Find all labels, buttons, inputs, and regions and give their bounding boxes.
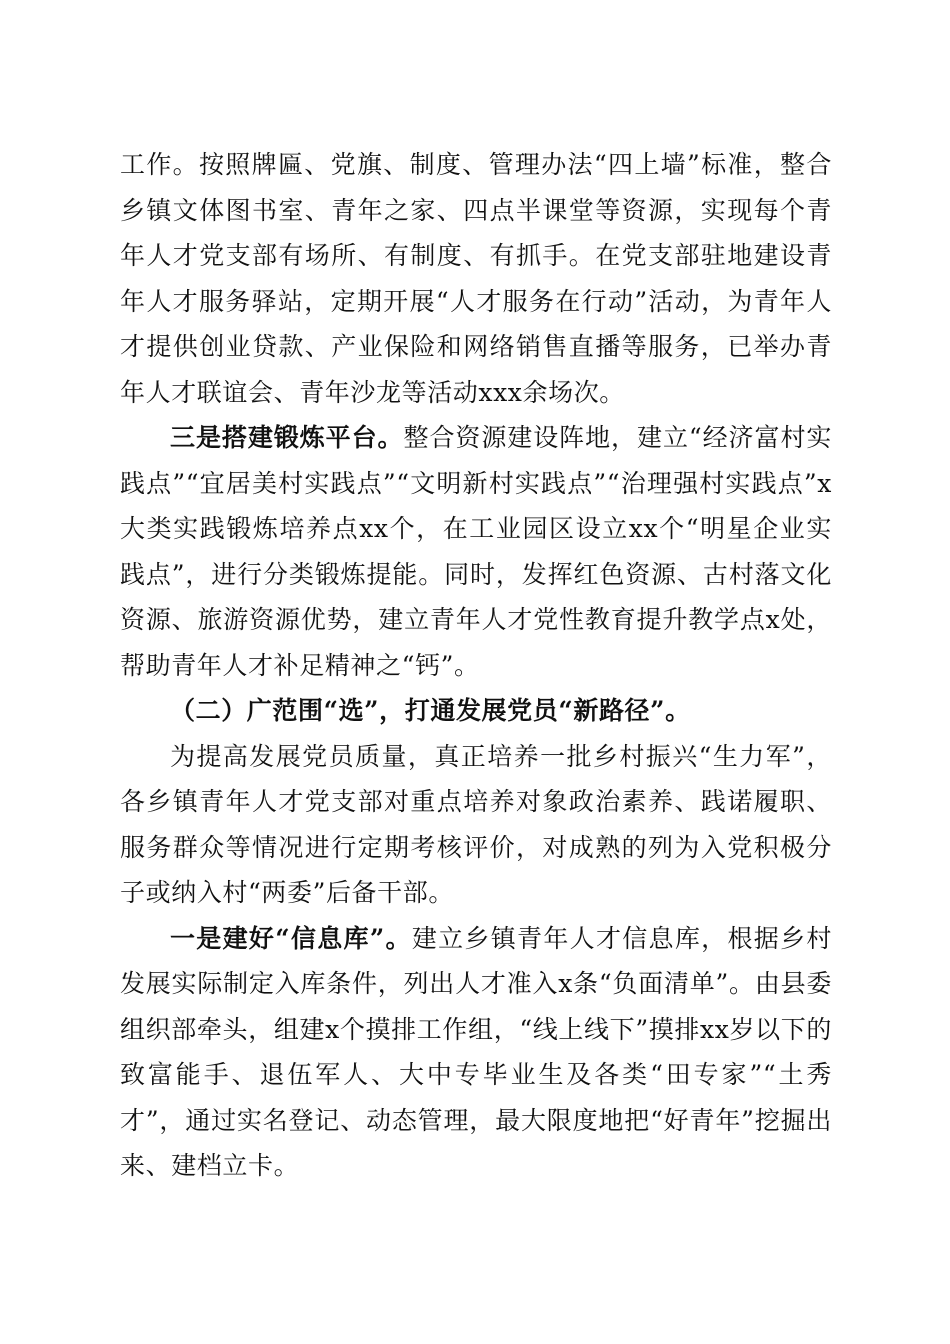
- section-heading: [120, 688, 832, 734]
- paragraph-lead: 一是建好“信息库”。: [170, 923, 412, 953]
- paragraph-text: 整合资源建设阵地，建立“经济富村实践点”“宜居美村实践点”“文明新村实践点”“治理强村实践点”x大类实践锻炼培养点xx个，在工业园区设立xx个“明星企业实践点”，进行分类锻炼提能。同时，发挥红色资源、古村落文化资源、旅游资源优势，建立青年人才党性教育提升教学点x处，帮助青年人才补足精神之“钙”。: [120, 423, 832, 680]
- paragraph-text: 工作。按照牌匾、党旗、制度、管理办法“四上墙”标准，整合乡镇文体图书室、青年之家、四点半课堂等资源，实现每个青年人才党支部有场所、有制度、有抓手。在党支部驻地建设青年人才服务驿站，定期开展“人才服务在行动”活动，为青年人才提供创业贷款、产业保险和网络销售直播等服务，已举办青年人才联谊会、青年沙龙等活动xxx余场次。: [120, 150, 832, 407]
- paragraph-platform: [120, 415, 832, 688]
- paragraph-database: [120, 916, 832, 1189]
- paragraph-lead: 三是搭建锻炼平台。: [170, 423, 404, 452]
- paragraph-text: 建立乡镇青年人才信息库，根据乡村发展实际制定入库条件，列出人才准入x条“负面清单”。由县委组织部牵头，组建x个摸排工作组，“线上线下”摸排xx岁以下的致富能手、退伍军人、大中专毕业生及各类“田专家”“土秀才”，通过实名登记、动态管理，最大限度地把“好青年”挖掘出来、建档立卡。: [120, 923, 832, 1180]
- paragraph-text: 为提高发展党员质量，真正培养一批乡村振兴“生力军”，各乡镇青年人才党支部对重点培养对象政治素养、践诺履职、服务群众等情况进行定期考核评价，对成熟的列为入党积极分子或纳入村“两委”后备干部。: [120, 741, 832, 907]
- section-heading-text: （二）广范围“选”，打通发展党员“新路径”。: [170, 696, 691, 725]
- document-body: [120, 142, 832, 1189]
- paragraph-continuation: [120, 142, 832, 415]
- paragraph-intro: [120, 734, 832, 916]
